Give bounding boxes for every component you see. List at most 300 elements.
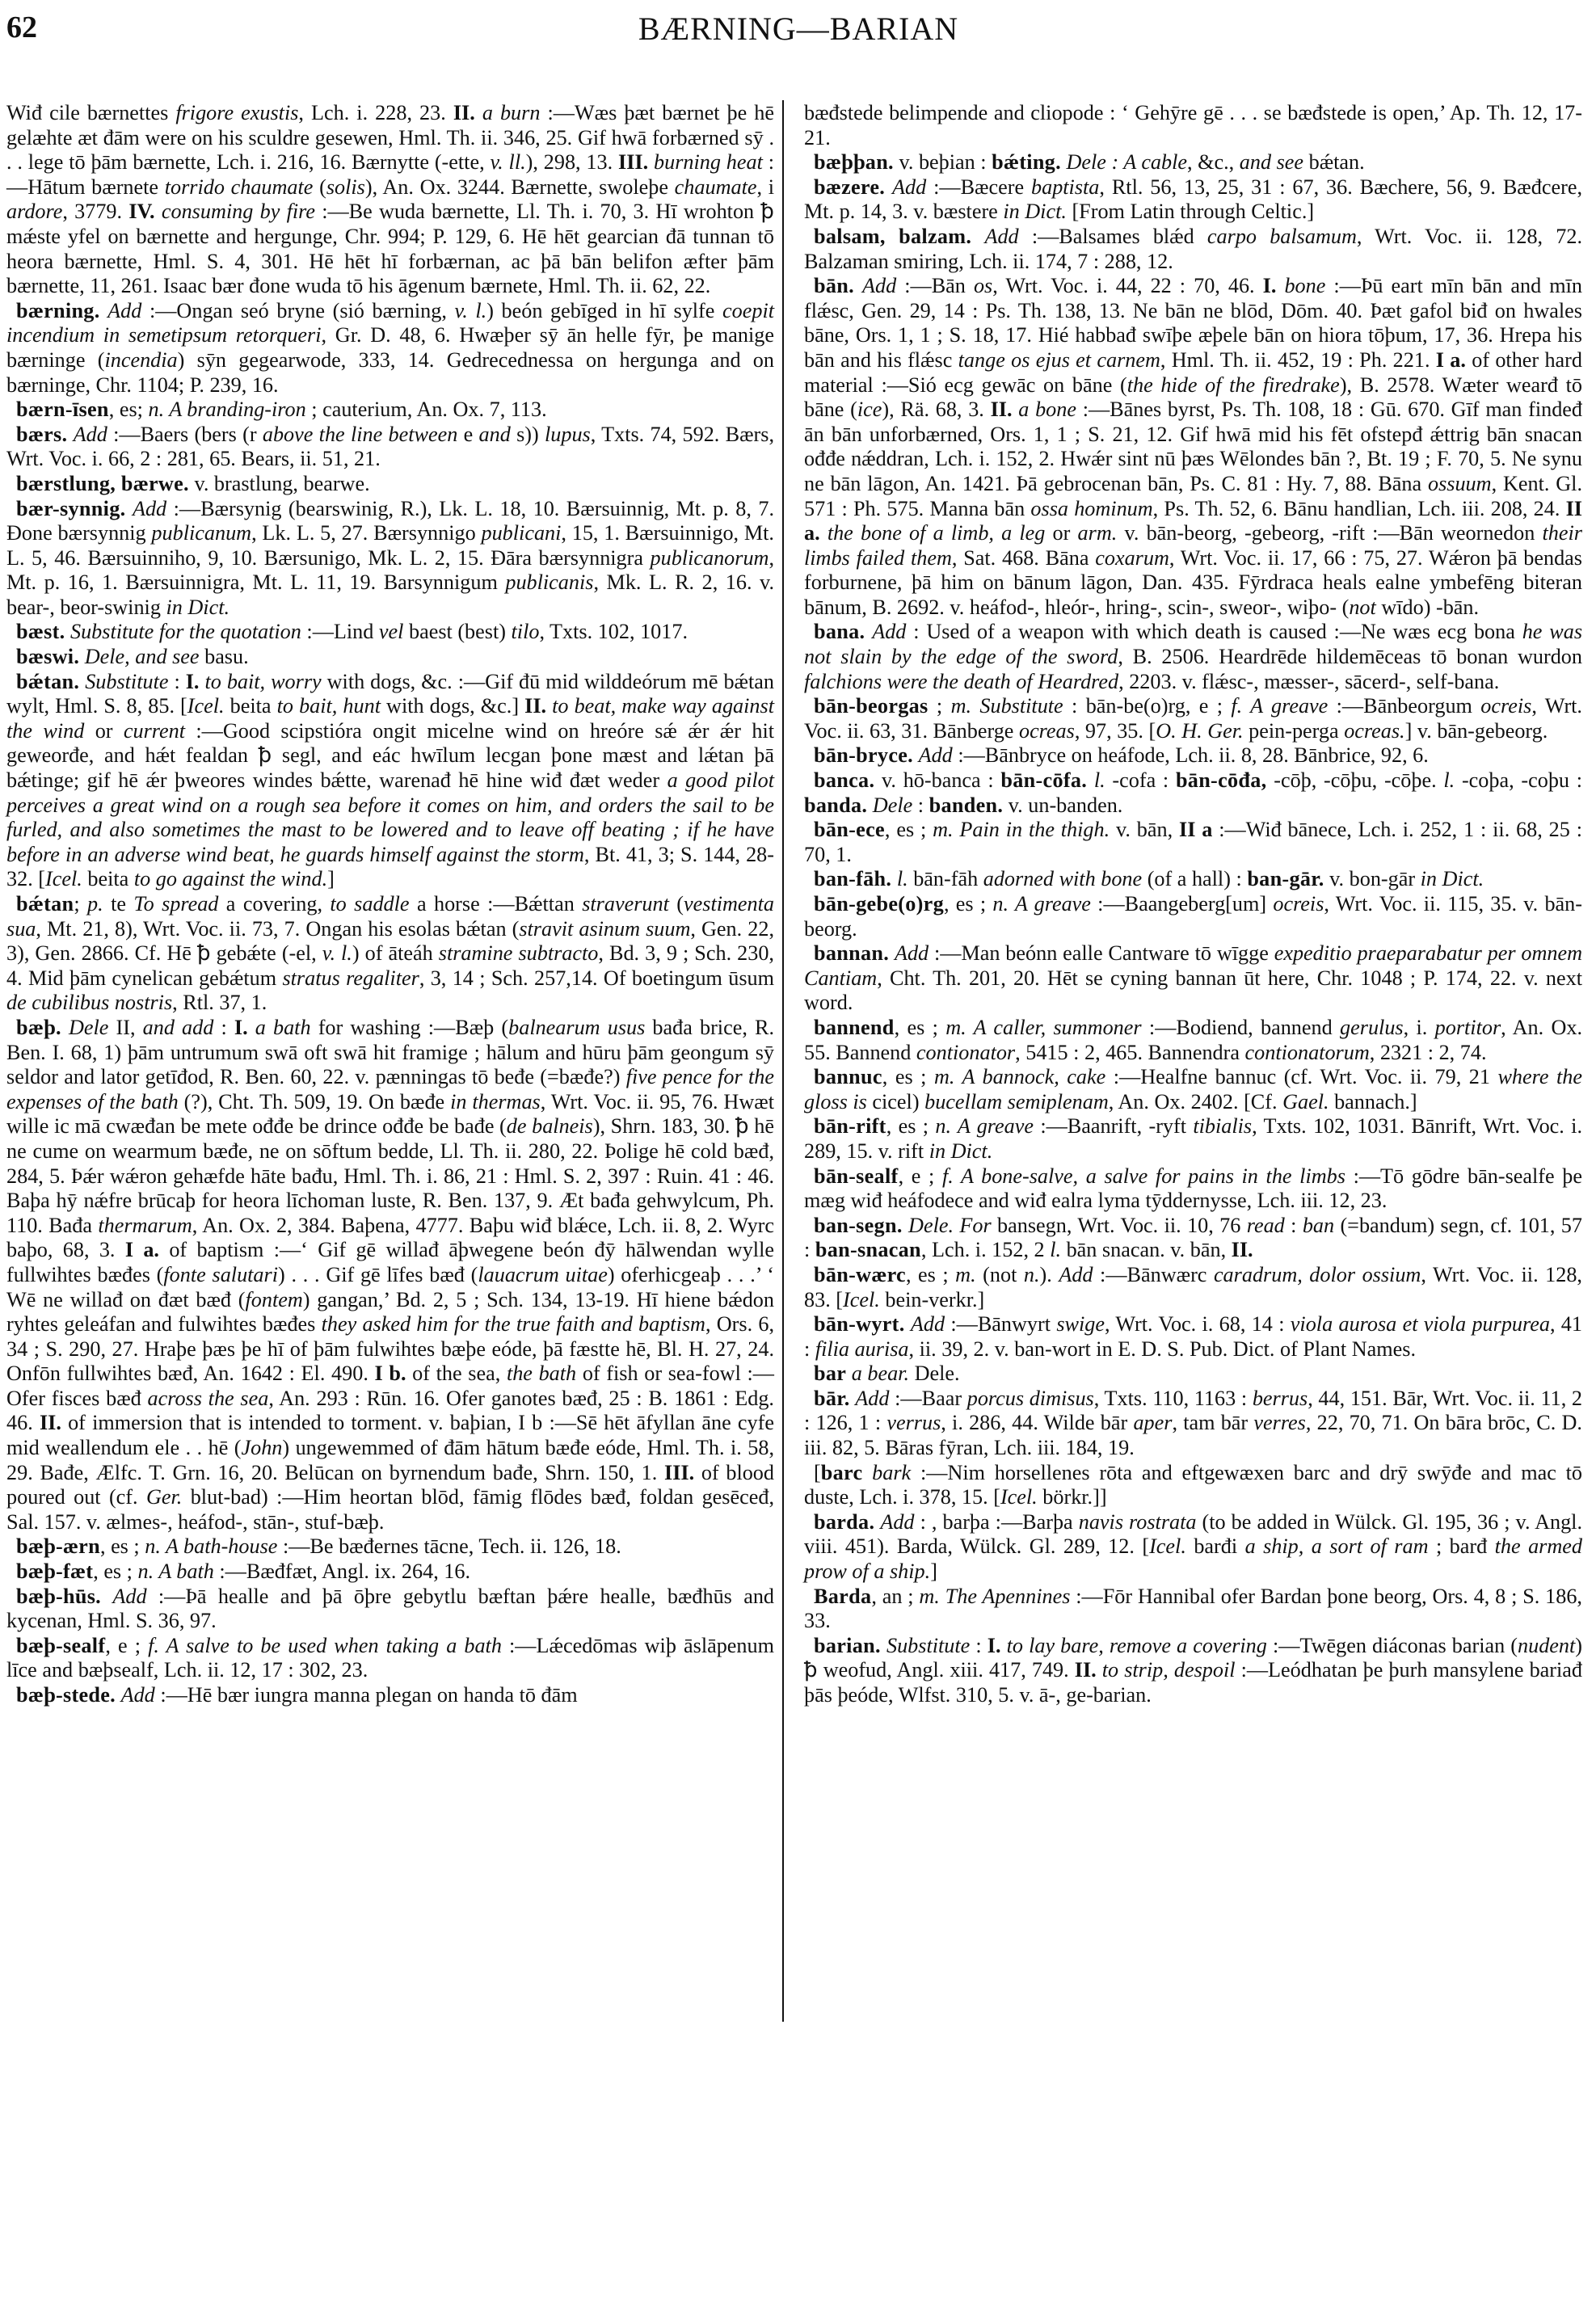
- entry-text: [: [814, 1460, 821, 1484]
- entry-text: -cofa :: [1105, 768, 1176, 793]
- entry-text: beita: [82, 867, 134, 891]
- dictionary-entry: [804, 867, 1582, 892]
- entry-text: , Rtl. 37, 1.: [172, 991, 267, 1015]
- entry-text: [248, 1016, 255, 1039]
- entry-text: , e ;: [105, 1633, 149, 1657]
- italic-text: l.: [1443, 768, 1455, 793]
- dictionary-entry: [6, 299, 774, 398]
- headword: bān-wærc: [814, 1262, 906, 1286]
- headword: bæswi.: [16, 645, 80, 669]
- entry-text: :: [168, 669, 186, 693]
- entry-text: (of a hall) :: [1142, 867, 1248, 891]
- headword: barian.: [814, 1633, 881, 1657]
- italic-text: Add: [862, 274, 897, 298]
- headword: Barda: [814, 1584, 872, 1608]
- entry-text: (?), Cht. Th. 509, 19. On bæđe: [178, 1089, 451, 1113]
- entry-text: bæđstede belimpende and cliopode : ‘ Gehȳre gē . . . se bæđstede is open,’ Ap. Th. 12, 17-21.: [804, 101, 1582, 149]
- entry-text: , Rtl. 56, 13, 25, 31 : 67, 36. Bæchere, 56, 9. Bæđcere, Mt. p. 14, 3. v. bæstere: [804, 175, 1582, 224]
- headword: bān-ece: [814, 818, 885, 842]
- italic-text: ocreis: [1480, 694, 1532, 718]
- entry-text: s)): [510, 422, 545, 446]
- entry-text: :: [213, 1015, 234, 1039]
- italic-text: and add: [142, 1015, 214, 1039]
- italic-text: to bait, hunt: [276, 694, 381, 718]
- entry-text: ]: [327, 867, 335, 891]
- italic-text: Dele: [68, 1015, 109, 1039]
- entry-text: a horse :—Bǽttan: [409, 892, 583, 916]
- headword: bæþ-hūs.: [16, 1584, 102, 1608]
- entry-text: börkr.]]: [1037, 1485, 1107, 1509]
- entry-text: :—Wæs þæt bærnet þe hē gelæhte æt đām were on his sculdre gesewen, Hml. Th. ii. 346, 25. Gif hwā forbærned sȳ . . . lege tō þām bærnette, Lch. i. 216, 16. Bærnytte (-ette,: [6, 101, 775, 175]
- entry-text: :—Bærsynig (bearswinig, R.), Lk. L. 18, 10. Bærsuinnig, Mt. p. 8, 7. Đone bærsynnig: [6, 496, 774, 545]
- entry-text: , &c.,: [1187, 150, 1240, 175]
- italic-text: Icel.: [843, 1287, 880, 1311]
- dictionary-entry: [6, 472, 774, 497]
- entry-text: :—Good scipstióra ongit micelne wind on hreóre sǽ ǽr ǽr hit geweorđe, and hǽt fealdan ꝥ segl, and eác hwīlum lecgan þone mæst and lǽtan þā bǽtinge; gif hē ǽr þweores windes bǽtte, warenađ hē hine wiđ đæt weder: [6, 718, 774, 793]
- entry-text: , Txts. 110, 1163 :: [1093, 1386, 1253, 1410]
- headword: barc: [820, 1460, 863, 1484]
- entry-text: , 22, 70, 71. On bāra brōc, C. D. iii. 82, 5. Bāras fȳran, Lch. iii. 184, 19.: [804, 1411, 1582, 1460]
- headword: ban-fāh.: [814, 867, 892, 891]
- entry-text: :—Be bæđernes tācne, Tech. ii. 126, 18.: [277, 1534, 621, 1559]
- entry-text: :—Þā healle and þā ōþre gebytlu bæftan þǽre healle, bæđhūs and kycenan, Hml. S. 36, 97.: [6, 1584, 775, 1633]
- dictionary-entry: [804, 150, 1582, 175]
- entry-text: ;: [928, 694, 951, 718]
- headword: bannan.: [814, 941, 890, 966]
- entry-text: :—Balsames blǽd: [1018, 224, 1207, 248]
- italic-text: ocreas: [1018, 718, 1075, 743]
- entry-text: , 3779.: [62, 200, 129, 224]
- section-marker: I.: [987, 1633, 1001, 1657]
- italic-text: they asked him for the true faith and baptism: [321, 1312, 705, 1337]
- italic-text: and: [478, 422, 511, 446]
- column-divider: [782, 100, 784, 2022]
- italic-text: f. A greave: [1231, 694, 1329, 718]
- italic-text: lauacrum uitae: [478, 1262, 608, 1286]
- entry-text: bān-fāh: [907, 867, 983, 891]
- entry-text: of immersion that is intended to torment. v. baþian, I b :—Sē hēt āfyllan āne cyfe mid weallendum ele . . hē (: [6, 1411, 774, 1460]
- dictionary-entry: [6, 892, 774, 1016]
- section-marker: I.: [185, 669, 200, 693]
- italic-text: carpo balsamum: [1206, 224, 1357, 248]
- entry-text: ) . . . Gif gē līfes bæđ (: [278, 1262, 478, 1286]
- headword: bar: [814, 1362, 847, 1386]
- headword: banden.: [929, 793, 1004, 817]
- entry-text: [100, 299, 108, 322]
- italic-text: portitor: [1434, 1015, 1501, 1039]
- italic-text: stramine subtracto: [438, 941, 599, 966]
- italic-text: a good pilot perceives a great wind on a rough sea before it comes on him, and orders the sail to be furled, and also sometimes the mast to be lowered and to leave off beating ; if he have before in an adverse wind beat, he guards himself against the storm: [6, 768, 774, 866]
- dictionary-entry: [6, 670, 774, 892]
- entry-text: , es ;: [944, 892, 993, 916]
- entry-text: [820, 521, 827, 545]
- italic-text: O. H. Ger.: [1156, 718, 1244, 743]
- italic-text: n. A bath: [137, 1560, 214, 1584]
- dictionary-entry: [804, 1312, 1582, 1362]
- dictionary-entry: [804, 1263, 1582, 1312]
- entry-text: , es ;: [894, 1015, 946, 1039]
- entry-text: bein-verkr.]: [879, 1287, 985, 1311]
- dictionary-entry: [804, 1387, 1582, 1461]
- italic-text: publicani: [481, 521, 562, 545]
- headword: banda.: [804, 793, 868, 817]
- entry-text: [1276, 274, 1284, 297]
- entry-text: v. brastlung, bearwe.: [188, 471, 370, 495]
- italic-text: the bone of a limb, a leg: [827, 521, 1046, 545]
- entry-text: a covering,: [218, 892, 331, 916]
- entry-text: -coþa, -coþu :: [1455, 768, 1583, 793]
- dictionary-entry: [804, 274, 1582, 620]
- entry-text: bǽtan.: [1303, 150, 1365, 175]
- entry-text: ), B. 2578. Wæter wearđ tō bāne (: [804, 373, 1582, 422]
- dictionary-entry: [6, 1683, 774, 1708]
- dictionary-entry: [6, 1560, 774, 1585]
- entry-text: ) of āteáh: [352, 941, 439, 966]
- entry-text: basu.: [199, 645, 249, 669]
- italic-text: to saddle: [330, 892, 410, 916]
- italic-text: contionatorum: [1244, 1040, 1370, 1064]
- entry-text: , Cht. Th. 201, 20. Hēt se cyning bannan ūt here, Chr. 1048 ; P. 174, 22. v. next word.: [804, 966, 1582, 1015]
- italic-text: Add: [910, 1312, 945, 1337]
- italic-text: to strip, despoil: [1101, 1658, 1236, 1682]
- entry-text: , B. 2506. Heardrēde hildemēceas tō bonan wurdon: [1118, 645, 1582, 669]
- headword: bannend: [814, 1015, 895, 1039]
- entry-text: barđi: [1185, 1534, 1245, 1559]
- italic-text: falchions were the death of Heardred: [804, 669, 1119, 693]
- entry-text: :—Twēgen diáconas barian (: [1266, 1633, 1518, 1657]
- italic-text: baptista: [1031, 175, 1100, 199]
- italic-text: Add: [132, 496, 167, 520]
- italic-text: m.: [955, 1262, 976, 1286]
- entry-text: :—Leódhatan þe þurh mansylene bariađ þās þeóde, Wlfst. 310, 5. v. ā-, ge-barian.: [804, 1658, 1583, 1707]
- entry-text: v. beþian :: [893, 150, 992, 175]
- italic-text: a bear.: [851, 1362, 910, 1386]
- entry-text: cicel): [866, 1089, 925, 1113]
- italic-text: lupus: [545, 422, 591, 446]
- italic-text: filia aurisa: [815, 1337, 909, 1361]
- dictionary-entry: [6, 423, 774, 472]
- italic-text: caradrum, dolor ossium: [1213, 1262, 1421, 1286]
- headword: bān-sealf: [814, 1164, 899, 1188]
- entry-text: :—Wiđ bānece, Lch. i. 252, 1 : ii. 68, 25 : 70, 1.: [804, 818, 1582, 866]
- dictionary-entry: [804, 1164, 1582, 1214]
- entry-text: [475, 101, 482, 124]
- headword: bærn-īsen: [16, 398, 109, 422]
- italic-text: Substitute: [886, 1633, 971, 1657]
- italic-text: chaumate: [674, 175, 757, 199]
- entry-text: ; barđ: [1428, 1534, 1495, 1559]
- dictionary-entry: [6, 1534, 774, 1560]
- entry-text: ) beón gebīged in hī sylfe: [486, 298, 723, 322]
- entry-text: :: [970, 1633, 987, 1657]
- entry-text: [905, 1312, 911, 1336]
- entry-text: , Bd. 3, 9 ; Sch. 230, 4. Mid þām cynelican gebǽtum: [6, 941, 774, 990]
- dictionary-entry: [804, 620, 1582, 694]
- right-column: [804, 101, 1582, 1708]
- entry-text: [865, 620, 872, 643]
- italic-text: frigore exustis: [175, 101, 299, 124]
- entry-continuation: [804, 101, 1582, 150]
- entry-text: beita: [224, 694, 277, 718]
- italic-text: p.: [87, 892, 103, 916]
- italic-text: not: [1349, 595, 1376, 619]
- entry-text: ;: [74, 892, 88, 916]
- entry-text: [648, 150, 654, 174]
- italic-text: publicanorum: [650, 545, 769, 570]
- dictionary-entry: [804, 1114, 1582, 1164]
- dictionary-entry: [804, 694, 1582, 743]
- italic-text: in Dict.: [1003, 200, 1067, 224]
- entry-text: :—Hē bær iungra manna plegan on handa tō đām: [154, 1683, 578, 1707]
- italic-text: Dele, and see: [84, 645, 200, 669]
- entry-text: :—Baar: [889, 1386, 967, 1410]
- entry-text: [From Latin through Celtic.]: [1066, 200, 1315, 224]
- entry-text: ) gangan,’ Bd. 2, 5 ; Sch. 134, 13-19. Hī hiene bǽdon ryhtes geleáfan and fulwihtes bæđes: [6, 1287, 774, 1337]
- italic-text: Icel.: [45, 867, 82, 891]
- section-marker: III.: [664, 1460, 695, 1484]
- italic-text: Dele: [872, 793, 913, 817]
- entry-text: of baptism :—‘ Gif gē willađ āþwegene beón đȳ hālwendan wylle fullwihtes bæđes (: [6, 1238, 774, 1286]
- italic-text: in Dict.: [166, 595, 230, 619]
- entry-text: , Txts. 102, 1031. Bānrift, Wrt. Voc. i. 289, 15. v. rift: [804, 1114, 1583, 1163]
- italic-text: m. A bannock, cake: [933, 1065, 1106, 1089]
- entry-text: , 15, 1. Bærsuinnigo, Mt. L. 5, 46. Bærsuinniho, 9, 10. Bærsunigo, Mk. L. 2, 15. Đāra bærsynnigra: [6, 521, 774, 570]
- entry-text: bān snacan. v. bān,: [1061, 1238, 1232, 1262]
- headword: bān-bryce.: [814, 743, 914, 768]
- headword: bæþþan.: [814, 150, 894, 175]
- entry-text: v. bon-gār: [1324, 867, 1421, 891]
- italic-text: their limbs failed them: [804, 521, 1582, 570]
- entry-text: of other hard material :—Sió ecg gewāc on bāne (: [804, 347, 1582, 397]
- italic-text: consuming by fire: [161, 200, 315, 224]
- entry-text: , an ;: [871, 1584, 920, 1608]
- entry-text: :—Baanrift, -ryft: [1033, 1114, 1194, 1139]
- italic-text: and see: [1239, 150, 1304, 175]
- italic-text: stratus regaliter: [282, 966, 419, 990]
- italic-text: a bone: [1018, 398, 1076, 422]
- dictionary-entry: [804, 1362, 1582, 1387]
- italic-text: To spread: [133, 892, 219, 916]
- entry-text: [889, 941, 895, 965]
- italic-text: fonte salutari: [163, 1262, 278, 1286]
- italic-text: torrido chaumate: [164, 175, 314, 199]
- headword: ban-snacan: [815, 1238, 921, 1262]
- entry-text: :—Bān: [896, 274, 974, 298]
- entry-text: , Lch. i. 228, 23.: [298, 101, 453, 124]
- entry-text: , e ;: [898, 1164, 942, 1188]
- entry-text: , An. Ox. 2402. [Cf.: [1108, 1089, 1283, 1113]
- dictionary-entry: [6, 497, 774, 621]
- italic-text: Dele. For: [908, 1213, 992, 1237]
- dictionary-entry: [804, 175, 1582, 225]
- dictionary-entry: [804, 818, 1582, 867]
- italic-text: n. A greave: [935, 1114, 1034, 1139]
- entry-text: [125, 497, 132, 520]
- entry-text: ) ꝥ weofud, Angl. xiii. 417, 749.: [804, 1633, 1583, 1682]
- italic-text: Add: [872, 620, 907, 644]
- italic-text: coepit incendium in semetipsum retorqueri: [6, 298, 775, 347]
- entry-text: ), Rä. 68, 3.: [882, 398, 991, 422]
- italic-text: Icel.: [187, 694, 225, 718]
- italic-text: ban: [1302, 1213, 1335, 1237]
- headword: bæþ-stede.: [16, 1683, 116, 1707]
- entry-text: :—Bodiend, bannend: [1141, 1015, 1341, 1039]
- italic-text: m. A caller, summoner: [945, 1015, 1142, 1039]
- running-head: BÆRNING—BARIAN: [638, 11, 959, 47]
- entry-text: , Txts. 74, 592. Bærs, Wrt. Voc. i. 66, 2 : 281, 65. Bears, ii. 51, 21.: [6, 422, 775, 471]
- italic-text: Add: [984, 224, 1019, 248]
- entry-text: [61, 1016, 69, 1039]
- entry-text: ) oferhicgeaþ . . .’ ‘ Wē ne willađ on đæt bæđ (: [6, 1262, 774, 1311]
- entry-text: of blood poured out (cf.: [6, 1460, 774, 1509]
- entry-text: :—Lǽcedōmas wiþ āslāpenum līce and bæþsealf, Lch. ii. 12, 17 : 302, 23.: [6, 1633, 774, 1682]
- entry-text: with dogs, &c.]: [380, 694, 525, 718]
- entry-text: ; cauterium, An. Ox. 7, 113.: [305, 398, 547, 422]
- italic-text: five pence for the expenses of the bath: [6, 1065, 774, 1113]
- entry-text: or: [1045, 521, 1078, 545]
- dictionary-entry: [804, 941, 1582, 1016]
- dictionary-entry: [804, 768, 1582, 818]
- entry-text: e: [457, 422, 479, 446]
- italic-text: f. A salve to be used when taking a bath: [148, 1633, 502, 1657]
- headword: bæzere.: [814, 175, 886, 199]
- entry-text: [854, 274, 862, 297]
- dictionary-entry: [6, 645, 774, 670]
- italic-text: ocreas.: [1344, 718, 1405, 743]
- entry-text: : Used of a weapon with which death is caused :—Ne wæs ecg bona: [906, 620, 1522, 644]
- headword: bān-rift: [814, 1114, 886, 1139]
- entry-text: , 5415 : 2, 465. Bannendra: [1015, 1040, 1245, 1064]
- entry-text: , 2321 : 2, 74.: [1369, 1040, 1487, 1064]
- italic-text: v. ll.: [490, 150, 526, 175]
- headword: bærstlung, bærwe.: [16, 471, 189, 495]
- entry-text: :—Bānwyrt: [945, 1312, 1057, 1337]
- entry-text: , es ;: [886, 1114, 936, 1139]
- italic-text: n.: [1023, 1262, 1040, 1286]
- headword: bæþ-ærn: [16, 1534, 100, 1559]
- italic-text: v. l.: [454, 298, 487, 322]
- entry-text: , Txts. 102, 1017.: [539, 620, 689, 644]
- italic-text: a ship, a sort of ram: [1244, 1534, 1429, 1559]
- entry-text: :—Bānes byrst, Ps. Th. 108, 18 : Gū. 670. Gīf man findeđ ān bān unforbærned, Ors. 1, 1 ; S. 21, 12. Gif hwā mid his fēt ofstepđ ǽttrig bān snacan ođđe nǽddran, Lch. i. 152, 2. Hwǽr sint nū þæs Wēlondes bān ?, Bt. 19 ; F. 70, 5. Ne synu ne bān lāgon, An. 1421. Þā gebrocenan bān, Ps. C. 81 : Hy. 7, 88. Bāna: [804, 398, 1583, 495]
- dictionary-entry: [804, 1510, 1582, 1585]
- entry-text: :—Ongan seó bryne (sió bærning,: [141, 298, 455, 322]
- entry-text: , Wrt. Voc. i. 44, 22 : 70, 46.: [992, 274, 1263, 298]
- entry-text: for washing :—Bæþ (: [310, 1015, 509, 1039]
- italic-text: aper: [1133, 1411, 1173, 1435]
- headword: bān.: [814, 274, 854, 298]
- entry-text: :—Be wuda bærnette, Ll. Th. i. 70, 3. Hī wrohton ꝥ mǽste yfel on bærnette and hergunge, Chr. 994; P. 129, 6. Hē hēt gearcian đā tunnan tō heora bærnette, Hml. S. 4, 301. Hē hēt hī forbærnan, ac þā bān belifon æfter þām bærnette, 11, 261. Isaac bær đone wuda tō his āgenum bærnete, Hml. Th. ii. 62, 22.: [6, 200, 775, 298]
- entry-text: , Gr. D. 48, 6. Hwæþer sȳ ān helle fȳr, þe manige bærninge (: [6, 323, 774, 372]
- entry-text: , An. 293 : Rūn. 16. Ofer ganotes bæđ, 25 : B. 1861 : Edg. 46.: [6, 1386, 774, 1435]
- entry-continuation: [6, 101, 774, 299]
- italic-text: the bath: [506, 1362, 577, 1386]
- dictionary-entry: [804, 1461, 1582, 1510]
- italic-text: ocreis: [1273, 892, 1324, 916]
- entry-text: :: [912, 793, 929, 817]
- italic-text: straverunt: [582, 892, 669, 916]
- headword: bǽtan: [16, 892, 74, 916]
- entry-text: , 3, 14 ; Sch. 257,14. Of boetingum ūsum: [419, 966, 775, 990]
- section-marker: II.: [453, 101, 475, 124]
- italic-text: expeditio praeparabatur per omnem Cantiam: [804, 941, 1583, 990]
- italic-text: ardore: [6, 200, 63, 224]
- entry-text: , Mk. L. R. 2, 16. v. bear-, beor-swinig: [6, 570, 774, 619]
- headword: balsam, balzam.: [814, 224, 972, 248]
- entry-text: , i. 286, 44. Wilde bār: [941, 1411, 1134, 1435]
- headword: bān-cōfa.: [1000, 768, 1088, 793]
- entry-text: of the sea,: [406, 1362, 507, 1386]
- dictionary-entry: [804, 892, 1582, 941]
- italic-text: os: [973, 274, 993, 298]
- entry-text: [903, 1214, 908, 1237]
- entry-text: wīdo) -bān.: [1375, 595, 1480, 619]
- entry-text: :—Tō gōdre bān-sealfe þe mæg wiđ heáfodece and wiđ ealra lyma tȳddernysse, Lch. iii. 12, 23.: [804, 1164, 1583, 1213]
- headword: ban-gār.: [1247, 867, 1324, 891]
- italic-text: across the sea: [147, 1386, 269, 1410]
- entry-text: bađa brice, R. Ben. I. 68, 1) þām untrumum swā oft swā hit framige ; hālum and hūru þām geongum sȳ seldor and lator getīđod, R. Ben. 60, 22. v. pænningas tō beđe (=bæđe?): [6, 1015, 775, 1089]
- section-marker: II a: [1179, 818, 1213, 842]
- entry-text: : , barþa :—Barþa: [914, 1509, 1079, 1534]
- dictionary-entry: [6, 1585, 774, 1634]
- entry-text: ), 298, 13.: [525, 150, 619, 175]
- entry-text: :—Nim horsellenes rōta and eftgewæxen barc and drȳ swȳđe and mac tō duste, Lch. i. 378, 15. [: [804, 1460, 1583, 1509]
- entry-text: Dele.: [909, 1362, 960, 1386]
- entry-text: , Lk. L. 5, 27. Bærsynnigo: [251, 521, 482, 545]
- headword: bǽting.: [992, 150, 1061, 175]
- italic-text: swige: [1056, 1312, 1105, 1337]
- entry-text: blut-bad) :—Him heortan blōd, fāmig flōdes bæđ, foldan gesēceđ, Sal. 157. v. ælmes-, heáfod-, stān-, stuf-bæþ.: [6, 1485, 775, 1534]
- entry-text: , es ;: [99, 1534, 145, 1559]
- italic-text: n. A branding-iron: [148, 398, 306, 422]
- italic-text: a burn: [482, 101, 541, 124]
- entry-text: v. bān-beorg, -gebeorg, -rift :—Bān weornedon: [1117, 521, 1543, 545]
- entry-text: [67, 423, 73, 446]
- section-marker: I a.: [124, 1238, 159, 1262]
- italic-text: bone: [1284, 274, 1326, 298]
- entry-text: , Wrt. Voc. ii. 128, 72. Balzaman smiring, Lch. ii. 174, 7 : 288, 12.: [804, 224, 1582, 273]
- italic-text: in Dict.: [929, 1139, 993, 1163]
- italic-text: current: [123, 718, 186, 743]
- italic-text: bark: [872, 1460, 912, 1484]
- entry-text: , i.: [1403, 1015, 1435, 1039]
- italic-text: Add: [120, 1683, 155, 1707]
- entry-text: :—Lind: [301, 620, 379, 644]
- entry-text: [885, 175, 892, 199]
- italic-text: m. Substitute: [950, 694, 1063, 718]
- italic-text: he was not slain by the edge of the sword: [804, 620, 1583, 669]
- headword: bǽtan.: [16, 669, 80, 693]
- dictionary-entry: [6, 1016, 774, 1534]
- italic-text: verrus: [886, 1411, 941, 1435]
- italic-text: l.: [896, 867, 908, 891]
- italic-text: the armed prow of a ship.: [804, 1534, 1582, 1584]
- entry-text: with dogs, &c. :—Gif đū mid wilddeórum mē bǽtan wylt, Hml. S. 8, 85. [: [6, 669, 774, 718]
- italic-text: vel: [378, 620, 404, 644]
- entry-text: Wiđ cile bærnettes: [6, 101, 176, 124]
- italic-text: l.: [1050, 1238, 1062, 1262]
- italic-text: berrus: [1252, 1386, 1308, 1410]
- entry-text: , tam bār: [1172, 1411, 1254, 1435]
- italic-text: tange os ejus et carnem: [958, 347, 1160, 372]
- entry-text: , Wrt. Voc. ii. 128, 83. [: [804, 1262, 1582, 1311]
- entry-text: , Bt. 41, 3; S. 144, 28-32. [: [6, 842, 774, 891]
- italic-text: Add: [73, 422, 107, 446]
- entry-text: ), Shrn. 183, 30. ꝥ hē ne cume on wearmum bæđe, ne on sōftum bedde, Ll. Th. ii. 280, 22. Þolige hē cold bæđ, 284, 5. Þǽr wǽron gehæfde hāte bađu, Hml. Th. i. 86, 21 : Hml. S. 2, 397 : Ruin. 41 : 46. Baþa hȳ nǽfre brūcaþ for heora līchoman luste, R. Ben. 137, 9. Æt bađa gehwylcum, Ph. 110. Bađa: [6, 1114, 774, 1237]
- section-marker: III.: [618, 150, 649, 175]
- dictionary-entry: [804, 1634, 1582, 1708]
- entry-text: , Wrt. Voc. i. 68, 14 :: [1104, 1312, 1291, 1337]
